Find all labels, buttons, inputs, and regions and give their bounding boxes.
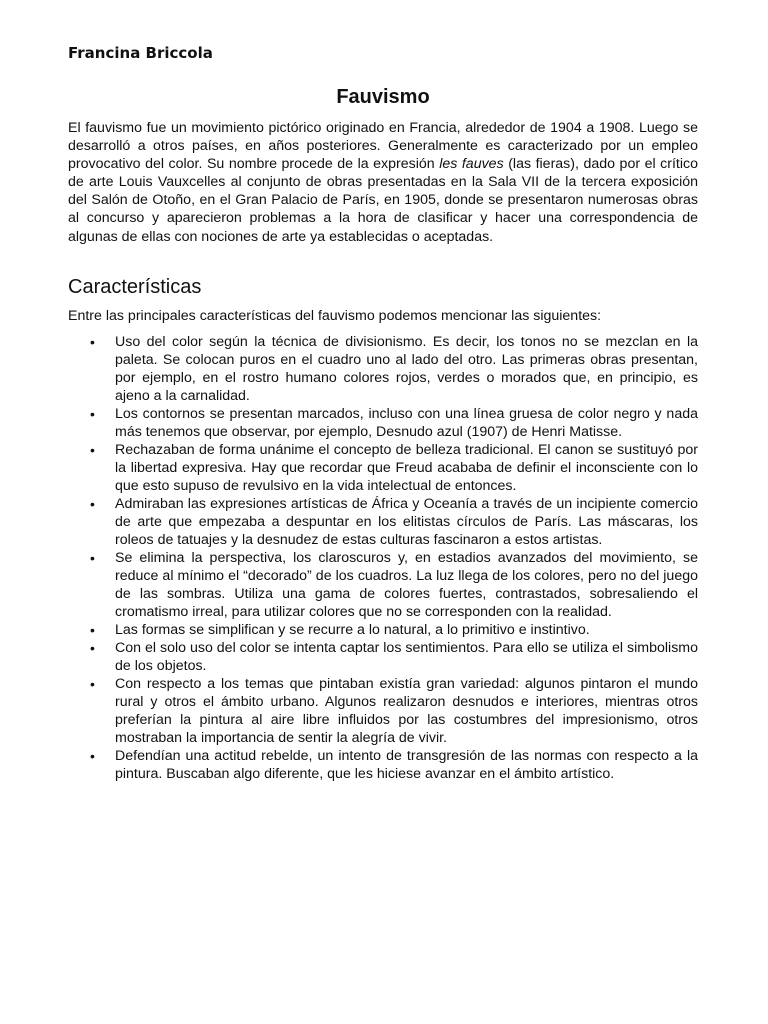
list-item-text: Admiraban las expresiones artísticas de África y Oceanía a través de un incipiente comercio de arte que empezaba a despuntar en los elitistas círculos de París. Las máscaras, los roleos de tatuajes y la desnudez de estas culturas fascinaron a estos artistas. <box>115 495 698 548</box>
bullet-icon: • <box>90 747 95 764</box>
list-item <box>68 333 698 405</box>
list-item-text: Las formas se simplifican y se recurre a lo natural, a lo primitivo e instintivo. <box>115 621 590 638</box>
list-item <box>68 405 698 441</box>
section-intro: Entre las principales características del fauvismo podemos mencionar las siguientes: <box>68 307 602 324</box>
list-item <box>68 747 698 783</box>
list-item-text: Se elimina la perspectiva, los claroscuros y, en estadios avanzados del movimiento, se reduce al mínimo el “decorado” de los cuadros. La luz llega de los colores, pero no del juego de las sombras. Utiliza una gama de colores fuertes, contrastados, sobresaliendo el cromatismo irreal, para utilizar colores que no se corresponden con la realidad. <box>115 549 698 620</box>
bullet-icon: • <box>90 675 95 692</box>
list-item-text: Con respecto a los temas que pintaban existía gran variedad: algunos pintaron el mundo rural y otros el ámbito urbano. Algunos realizaron desnudos e interiores, mientras otros preferían la pintura al aire libre influidos por las costumbres del impresionismo, otros mostraban la importancia de sentir la alegría de vivir. <box>115 675 698 746</box>
bullet-icon: • <box>90 441 95 458</box>
list-item-text: Uso del color según la técnica de divisionismo. Es decir, los tonos no se mezclan en la paleta. Se colocan puros en el cuadro uno al lado del otro. Las primeras obras presentan, por ejemplo, en el rostro humano colores rojos, verdes o morados que, en principio, es ajeno a la carnalidad. <box>115 333 698 404</box>
section-heading: Características <box>68 275 202 298</box>
list-item-text: Con el solo uso del color se intenta captar los sentimientos. Para ello se utiliza el simbolismo de los objetos. <box>115 639 698 674</box>
bullet-icon: • <box>90 333 95 350</box>
intro-text-part-2: (las fieras), dado por el crítico de arte Louis Vauxcelles al conjunto de obras presentadas en la Sala VII de la tercera exposición del Salón de Otoño, en el Gran Palacio de París, en 1905, donde se presentaron numerosas obras al concurso y aparecieron problemas a la hora de clasificar y hacer una correspondencia de algunas de ellas con nociones de arte ya establecidas o aceptadas. <box>68 156 698 245</box>
list-item <box>68 621 698 639</box>
list-item-text: Los contornos se presentan marcados, incluso con una línea gruesa de color negro y nada más tenemos que observar, por ejemplo, Desnudo azul (1907) de Henri Matisse. <box>115 405 698 440</box>
bullet-icon: • <box>90 639 95 656</box>
list-item-text: Defendían una actitud rebelde, un intento de transgresión de las normas con respecto a la pintura. Buscaban algo diferente, que les hiciese avanzar en el ámbito artístico. <box>115 747 698 782</box>
bullet-icon: • <box>90 405 95 422</box>
list-item <box>68 495 698 549</box>
list-item <box>68 441 698 495</box>
document-title: Fauvismo <box>336 86 430 108</box>
bullet-icon: • <box>90 621 95 638</box>
bullet-icon: • <box>90 549 95 566</box>
intro-paragraph <box>68 119 698 246</box>
list-item <box>68 675 698 747</box>
list-item <box>68 639 698 675</box>
characteristics-list <box>68 333 698 783</box>
bullet-icon: • <box>90 495 95 512</box>
author-name: Francina Briccola <box>68 44 213 62</box>
intro-text-part-1: El fauvismo fue un movimiento pictórico originado en Francia, alrededor de 1904 a 1908. Luego se desarrolló a otros países, en años posteriores. Generalmente es caracterizado por un empleo provocativo del color. Su nombre procede de la expresión <box>68 120 698 173</box>
intro-italic-term: les fauves <box>439 156 504 173</box>
list-item-text: Rechazaban de forma unánime el concepto de belleza tradicional. El canon se sustituyó por la libertad expresiva. Hay que recordar que Freud acababa de definir el inconsciente con lo que esto supuso de revulsivo en la vida intelectual de entonces. <box>115 441 698 494</box>
list-item <box>68 549 698 621</box>
